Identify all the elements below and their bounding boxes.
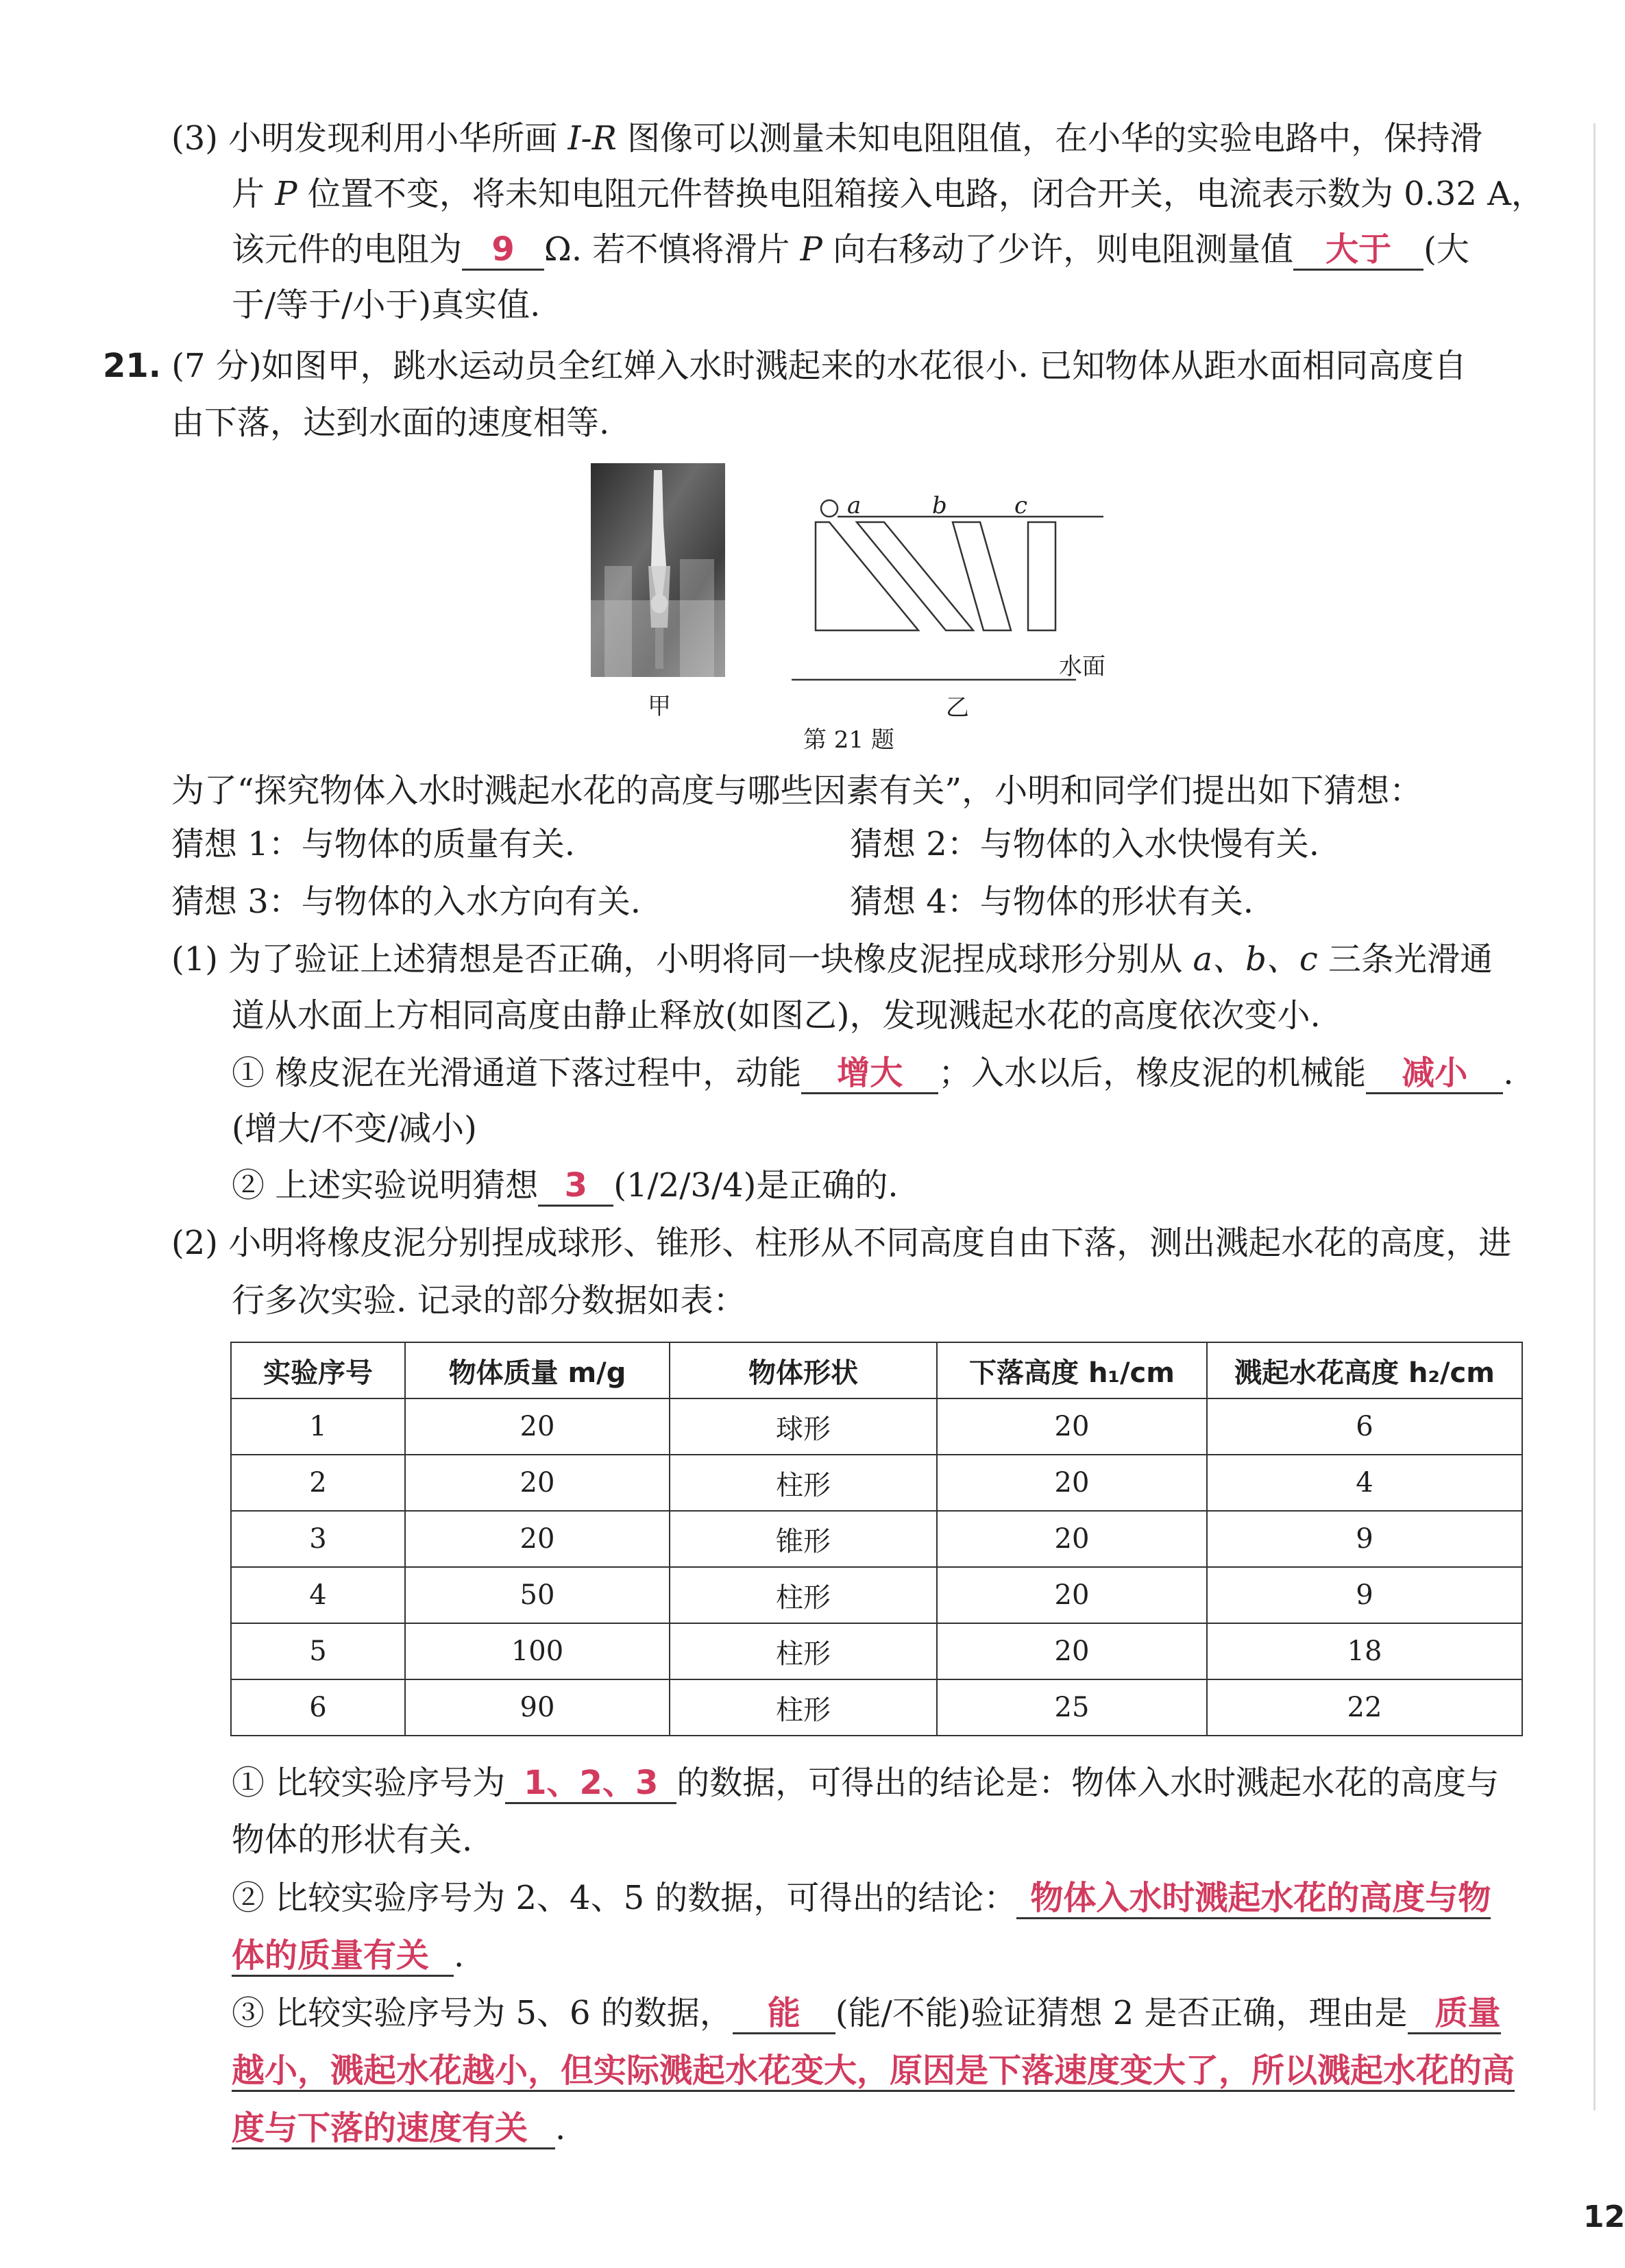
p1-answer-guess: 3 (538, 1166, 613, 1207)
c3-answer-can: 能 (733, 1994, 835, 2034)
table-cell: 柱形 (670, 1567, 937, 1623)
guess-4: 猜想 4：与物体的形状有关. (850, 883, 1254, 921)
conclusion-1-line-1 (232, 1761, 1499, 1805)
table-cell: 90 (405, 1679, 670, 1736)
p1-sub-1 (232, 1051, 1514, 1095)
table-cell: 25 (937, 1679, 1207, 1736)
header-shape: 物体形状 (670, 1342, 937, 1398)
q3-text-4: 于/等于/小于)真实值. (232, 286, 541, 324)
c3-text-a: ③ 比较实验序号为 5、6 的数据， (232, 1994, 733, 2032)
p1-s2-text-a: ② 上述实验说明猜想 (232, 1166, 539, 1205)
table-cell: 柱形 (670, 1455, 937, 1511)
q3-text-2b: 位置不变，将未知电阻元件替换电阻箱接入电路，闭合开关，电流表示数为 0.32 A， (297, 175, 1544, 213)
q3-text-3d: (大 (1424, 230, 1469, 269)
table-cell: 100 (405, 1623, 670, 1679)
q3-text-1a: (3) 小明发现利用小华所画 (171, 119, 568, 158)
page-number: 12 (1583, 2199, 1625, 2234)
c3-text-b: (能/不能)验证猜想 2 是否正确，理由是 (835, 1994, 1408, 2032)
header-drop-height: 下落高度 h₁/cm (937, 1342, 1207, 1398)
q21-number: 21. (103, 347, 162, 385)
q3-text-3c: 向右移动了少许，则电阻测量值 (822, 230, 1294, 269)
table-cell: 1 (231, 1398, 405, 1455)
table-header-row (231, 1342, 1522, 1398)
c1-text-b: 的数据，可得出的结论是：物体入水时溅起水花的高度与 (676, 1764, 1500, 1802)
water-surface-label: 水面 (1059, 653, 1105, 680)
c2-answer-part1: 物体入水时溅起水花的高度与物 (1016, 1879, 1491, 1919)
right-margin-line (1593, 123, 1596, 2110)
guess-1: 猜想 1：与物体的质量有关. (171, 825, 576, 863)
conclusion-3-line-1 (232, 1991, 1501, 2035)
q3-line-3 (232, 227, 1469, 271)
conclusion-2-line-1 (232, 1876, 1491, 1920)
table-row (231, 1398, 1522, 1455)
p1-text-1b: 三条光滑通 (1317, 940, 1493, 978)
channel-d (1028, 522, 1055, 630)
explore-statement (171, 769, 1422, 813)
table-cell: 3 (231, 1511, 405, 1567)
q21-intro-2: 由下落，达到水面的速度相等. (171, 404, 610, 442)
table-cell: 柱形 (670, 1679, 937, 1736)
conclusion-3-line-3 (232, 2106, 565, 2150)
channel-a-label: a (847, 492, 862, 519)
q3-text-1b: 图像可以测量未知电阻阻值，在小华的实验电路中，保持滑 (616, 119, 1483, 158)
q3-text-2a: 片 (232, 175, 276, 213)
table-row (231, 1455, 1522, 1511)
conclusion-1-line-2: 物体的形状有关. (232, 1821, 473, 1859)
table-cell: 4 (1207, 1455, 1522, 1511)
c1-text-a: ① 比较实验序号为 (232, 1764, 506, 1802)
table-row (231, 1679, 1522, 1736)
conclusion-2-line-2 (232, 1934, 464, 1977)
table-cell: 20 (937, 1567, 1207, 1623)
table-row (231, 1623, 1522, 1679)
p1-s1-text-a: ① 橡皮泥在光滑通道下落过程中，动能 (232, 1054, 802, 1092)
guess-2: 猜想 2：与物体的入水快慢有关. (850, 825, 1320, 863)
q21-line-2 (171, 401, 609, 445)
guess-3: 猜想 3：与物体的入水方向有关. (171, 883, 642, 921)
table-cell: 20 (937, 1455, 1207, 1511)
channel-c (953, 522, 1011, 630)
q3-answer-resistance: 9 (462, 230, 544, 271)
p1-s2-text-b: (1/2/3/4)是正确的. (613, 1166, 899, 1205)
p1-sub-2 (232, 1163, 899, 1207)
c3-text-c: . (555, 2109, 566, 2147)
table-cell: 柱形 (670, 1623, 937, 1679)
explore-text: 为了“探究物体入水时溅起水花的高度与哪些因素有关”，小明和同学们提出如下猜想： (171, 772, 1423, 810)
q21-line-1 (103, 344, 1467, 388)
table-cell: 6 (1207, 1398, 1522, 1455)
p1-answer-mechanical: 减小 (1366, 1054, 1503, 1094)
q3-answer-compare: 大于 (1293, 230, 1424, 271)
p1-line-1 (171, 937, 1493, 981)
table-row (231, 1567, 1522, 1623)
table-cell: 50 (405, 1567, 670, 1623)
table-cell: 9 (1207, 1567, 1522, 1623)
figure-jia-label: 甲 (648, 693, 671, 720)
table-cell: 6 (231, 1679, 405, 1736)
p2-line-2: 行多次实验. 记录的部分数据如表： (232, 1281, 746, 1320)
figure-yi-label: 乙 (946, 694, 969, 722)
q3-p-symbol-2: P (800, 230, 822, 269)
table-cell: 9 (1207, 1511, 1522, 1567)
table-cell: 20 (937, 1398, 1207, 1455)
p1-sub-1-options: (增大/不变/减小) (232, 1109, 477, 1148)
table-cell: 20 (937, 1623, 1207, 1679)
table-row (231, 1511, 1522, 1567)
q3-p-symbol: P (275, 175, 297, 213)
c1-answer-trials: 1、2、3 (505, 1764, 676, 1804)
header-mass: 物体质量 m/g (405, 1342, 670, 1398)
channel-c-label: c (1014, 492, 1028, 519)
q3-line-4 (232, 283, 540, 327)
conclusion-3-line-2 (232, 2049, 1515, 2093)
p1-s1-text-c: . (1503, 1054, 1514, 1092)
figure-caption: 第 21 题 (803, 726, 894, 754)
p2-line-1: (2) 小明将橡皮泥分别捏成球形、锥形、柱形从不同高度自由下落，测出溅起水花的高度，进 (171, 1224, 1512, 1262)
q3-line-1 (171, 116, 1482, 160)
table-cell: 4 (231, 1567, 405, 1623)
ball-circle (821, 500, 838, 517)
channel-a (816, 522, 918, 630)
table-cell: 22 (1207, 1679, 1522, 1736)
table-cell: 20 (405, 1511, 670, 1567)
header-splash-height: 溅起水花高度 h₂/cm (1207, 1342, 1522, 1398)
p1-abc: a、b、c (1193, 940, 1318, 978)
table-cell: 20 (937, 1511, 1207, 1567)
q3-text-3a: 该元件的电阻为 (232, 230, 463, 269)
q3-line-2 (232, 172, 1544, 216)
table-cell: 锥形 (670, 1511, 937, 1567)
q21-intro-1: (7 分)如图甲，跳水运动员全红婵入水时溅起来的水花很小. 已知物体从距水面相同高度自 (171, 347, 1467, 385)
c3-answer-reason-1: 质量 (1408, 1994, 1501, 2034)
table-cell: 20 (405, 1398, 670, 1455)
table-cell: 5 (231, 1623, 405, 1679)
table-cell: 2 (231, 1455, 405, 1511)
p1-s1-text-b: ；入水以后，橡皮泥的机械能 (938, 1054, 1367, 1092)
table-cell: 20 (405, 1455, 670, 1511)
q3-text-3b: Ω. 若不慎将滑片 (544, 230, 801, 269)
figure-jia-photo (591, 463, 725, 677)
table-cell: 18 (1207, 1623, 1522, 1679)
c2-text-b: . (454, 1936, 465, 1975)
p1-answer-kinetic: 增大 (801, 1054, 938, 1094)
p1-line-2: 道从水面上方相同高度由静止释放(如图乙)，发现溅起水花的高度依次变小. (232, 996, 1321, 1035)
c2-answer-part2: 体的质量有关 (232, 1936, 454, 1977)
p1-text-1a: (1) 为了验证上述猜想是否正确，小明将同一块橡皮泥捏成球形分别从 (171, 940, 1193, 978)
header-trial-number: 实验序号 (231, 1342, 405, 1398)
c2-text-a: ② 比较实验序号为 2、4、5 的数据，可得出的结论： (232, 1879, 1017, 1917)
experiment-data-table (230, 1342, 1523, 1736)
c3-answer-reason-2: 越小，溅起水花越小，但实际溅起水花变大，原因是下落速度变大了，所以溅起水花的高 (232, 2051, 1515, 2092)
q3-ir-symbol: I-R (567, 119, 617, 158)
channel-b-label: b (932, 492, 947, 519)
table-cell: 球形 (670, 1398, 937, 1455)
c3-answer-reason-3: 度与下落的速度有关 (232, 2109, 555, 2149)
